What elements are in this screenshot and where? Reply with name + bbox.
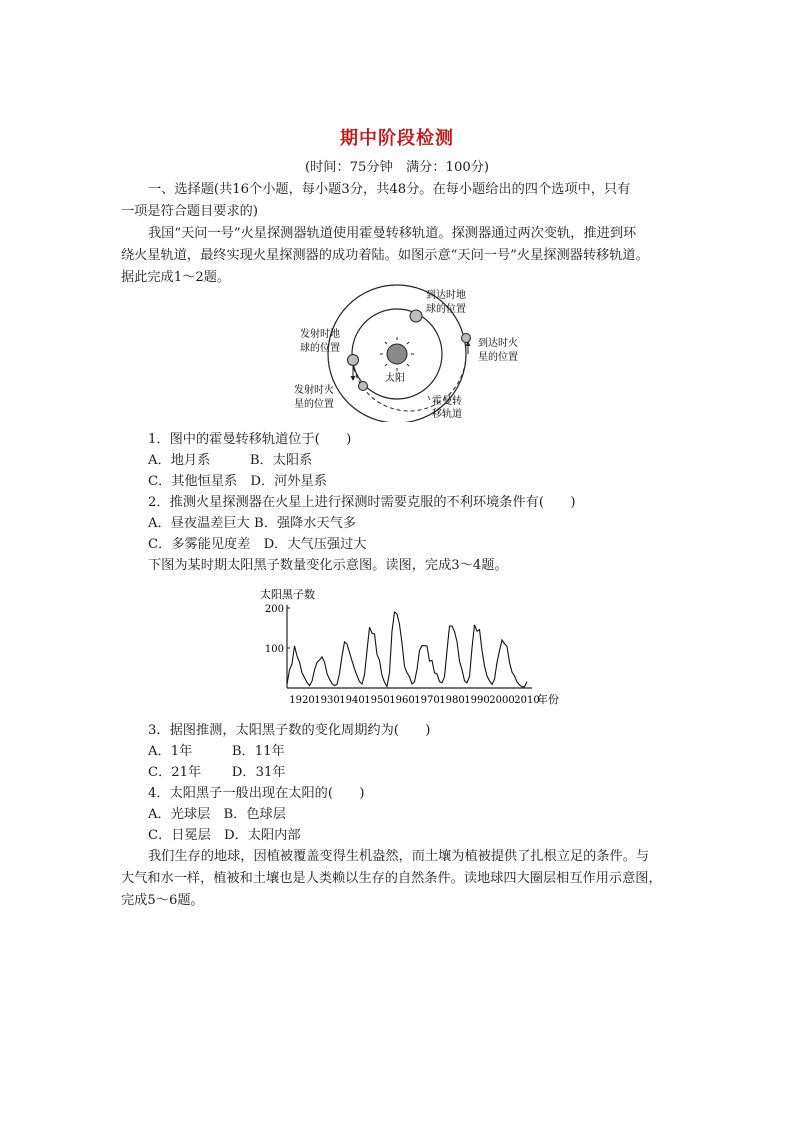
x-tick-label: 1960 — [389, 695, 415, 706]
q3-options-row-1: A．1年 B．11年 — [148, 744, 285, 759]
y-tick-label: 200 — [264, 604, 284, 615]
passage3-line-1: 我们生存的地球，因植被覆盖变得生机盎然，而土壤为植被提供了扎根立足的条件。与 — [148, 849, 650, 864]
q1-options-row-1: A．地月系 B．太阳系 — [148, 453, 313, 468]
mars-launch-marker — [359, 382, 368, 391]
x-tick-label: 1930 — [314, 695, 340, 706]
chart-xlabel: 年份 — [537, 693, 559, 706]
sun-label: 太阳 — [385, 373, 405, 384]
x-tick-label: 1940 — [339, 695, 365, 706]
page-title: 期中阶段检测 — [340, 128, 454, 149]
passage2: 下图为某时期太阳黑子数量变化示意图。读图，完成3～4题。 — [148, 558, 508, 573]
section-instruction-line-2: 一项是符合题目要求的) — [121, 204, 259, 219]
q4-options-row-2: C．日冕层 D．太阳内部 — [148, 828, 301, 843]
mars-arrival-label-2: 星的位置 — [478, 352, 518, 363]
q3-options-row-2: C．21年 D．31年 — [148, 765, 286, 780]
earth-launch-label-1: 发射时地 — [300, 329, 340, 340]
q1-stem: 1．图中的霍曼转移轨道位于( ) — [148, 432, 352, 447]
chart-ylabel: 太阳黑子数 — [260, 588, 315, 601]
arrowhead-icon — [351, 376, 356, 381]
x-tick-label: 1980 — [439, 695, 465, 706]
earth-arrival-label-1: 到达时地 — [426, 290, 466, 301]
x-tick-label: 1990 — [464, 695, 490, 706]
sunspot-series-line — [287, 612, 527, 687]
q1-options-row-2: C．其他恒星系 D．河外星系 — [148, 474, 327, 489]
hohmann-pointer — [428, 396, 430, 400]
mars-arrival-marker — [462, 334, 471, 343]
y-ticks — [265, 604, 290, 655]
x-tick-label: 1920 — [289, 695, 315, 706]
hohmann-label-2: 移轨道 — [432, 409, 462, 420]
earth-arrival-label-2: 球的位置 — [426, 304, 466, 315]
orbit-diagram — [280, 282, 540, 422]
passage3-line-3: 完成5～6题。 — [121, 893, 204, 908]
q2-stem: 2．推测火星探测器在火星上进行探测时需要克服的不利环境条件有( ) — [148, 495, 576, 510]
passage1-line-3: 据此完成1～2题。 — [121, 270, 231, 285]
x-tick-label: 1950 — [364, 695, 390, 706]
mars-launch-label-1: 发射时火 — [294, 385, 334, 396]
sunspot-chart — [250, 582, 580, 712]
q4-stem: 4．太阳黑子一般出现在太阳的( ) — [148, 786, 365, 801]
q2-options-row-2: C．多雾能见度差 D．大气压强过大 — [148, 537, 367, 552]
hohmann-label-1: 霍曼转 — [432, 396, 462, 407]
y-tick-label: 100 — [264, 644, 284, 655]
passage1-line-1: 我国“天问一号”火星探测器轨道使用霍曼转移轨道。探测器通过两次变轨，推进到环 — [148, 226, 637, 241]
mars-arrival-label-1: 到达时火 — [478, 338, 518, 349]
section-instruction-line-1: 一、选择题(共16个小题，每小题3分，共48分。在每小题给出的四个选项中，只有 — [148, 182, 631, 197]
passage3-line-2: 大气和水一样，植被和土壤也是人类赖以生存的自然条件。读地球四大圈层相互作用示意图， — [121, 871, 662, 886]
x-tick-label: 2010 — [514, 695, 540, 706]
x-tick-label: 2000 — [489, 695, 515, 706]
passage1-line-2: 绕火星轨道，最终实现火星探测器的成功着陆。如图示意“天问一号”火星探测器转移轨道。 — [121, 248, 649, 263]
exam-info: (时间：75分钟 满分：100分) — [304, 160, 490, 175]
earth-launch-label-2: 球的位置 — [300, 343, 340, 354]
q2-options-row-1: A．昼夜温差巨大 B．强降水天气多 — [148, 516, 357, 531]
q4-options-row-1: A．光球层 B．色球层 — [148, 807, 286, 822]
x-tick-label: 1970 — [414, 695, 440, 706]
x-ticks — [289, 695, 539, 706]
q3-stem: 3．据图推测，太阳黑子数的变化周期约为( ) — [148, 723, 431, 738]
sun-icon — [380, 337, 414, 371]
earth-arrival-marker — [410, 310, 422, 322]
earth-launch-marker — [348, 355, 359, 366]
mars-launch-label-2: 星的位置 — [294, 399, 334, 410]
